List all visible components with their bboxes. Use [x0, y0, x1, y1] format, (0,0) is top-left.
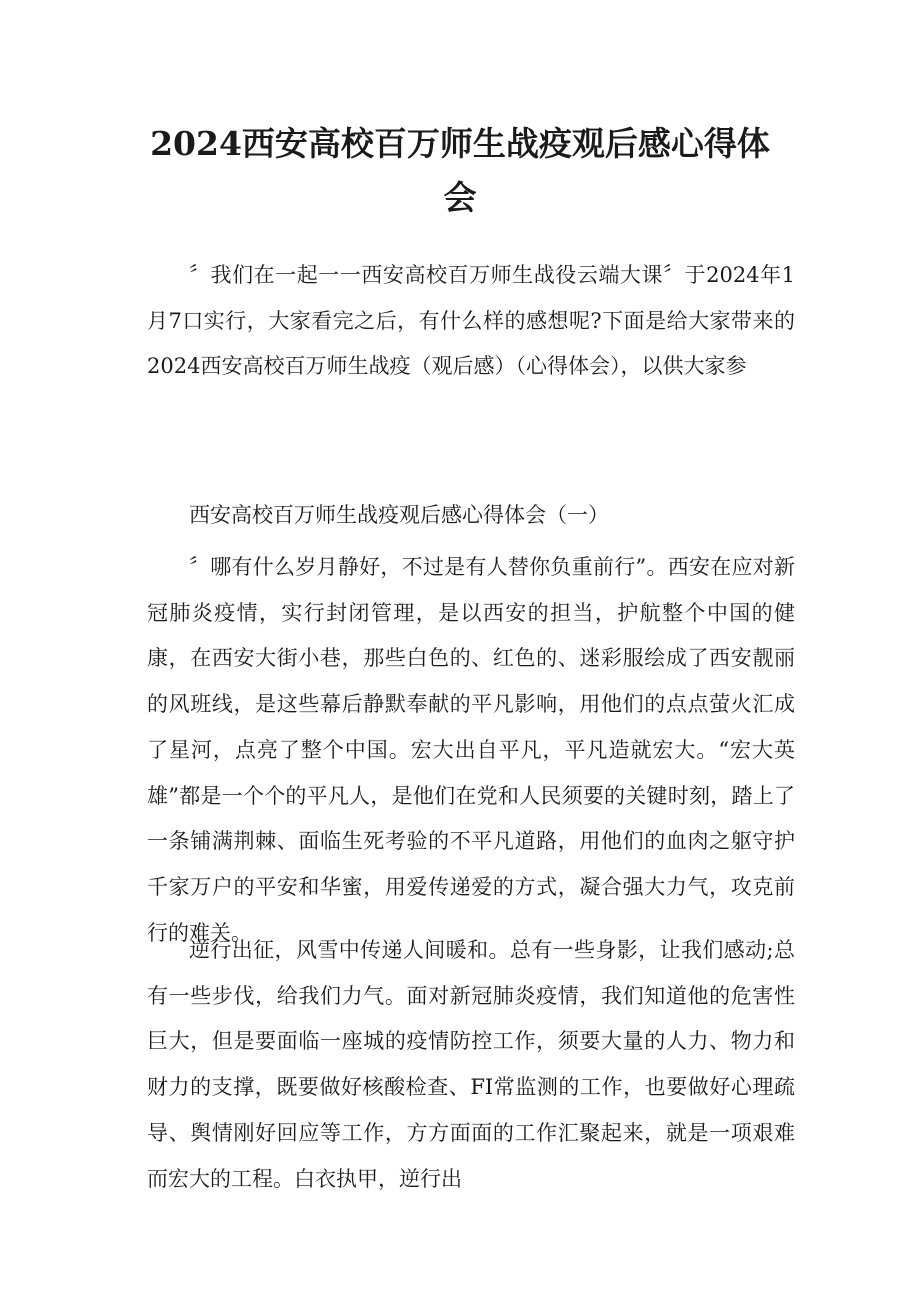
body-paragraph-1: 〞哪有什么岁月静好，不过是有人替你负重前行”。西安在应对新冠肺炎疫情，实行封闭管理，是以西安的担当，护航整个中国的健康，在西安大街小巷，那些白色的、红色的、迷彩服绘成了西安靓丽的风班线，是这些幕后静默奉献的平凡影响，用他们的点点萤火汇成了星河，点亮了整个中国。宏大出自平凡，平凡造就宏大。“宏大英雄”都是一个个的平凡人，是他们在党和人民须要的关键时刻，踏上了一条铺满荆棘、面临生死考验的不平凡道路，用他们的血肉之躯守护千家万户的平安和华蜜，用爱传递爱的方式，凝合强大力气，攻克前行的难关。 — [147, 555, 795, 945]
document-title: 2024西安高校百万师生战疫观后感心得体会 — [150, 124, 770, 217]
intro-paragraph: 〞我们在一起一一西安高校百万师生战役云端大课〞于2024年1月7口实行，大家看完之后，有什么样的感想呢?下面是给大家带来的2024西安高校百万师生战疫（观后感）（心得体会），以供大家参 — [147, 263, 795, 379]
section-heading: 西安高校百万师生战疫观后感心得体会（一） — [189, 503, 609, 527]
body-paragraph-2: 逆行出征，风雪中传递人间暖和。总有一些身影，让我们感动;总有一些步伐，给我们力气。面对新冠肺炎疫情，我们知道他的危害性巨大，但是要面临一座城的疫情防控工作，须要大量的人力、物力和财力的支撑，既要做好核酸检查、FI常监测的工作，也要做好心理疏导、舆情刚好回应等工作，方方面面的工作汇聚起来，就是一项艰难而宏大的工程。白衣执甲，逆行出 — [147, 938, 795, 1191]
